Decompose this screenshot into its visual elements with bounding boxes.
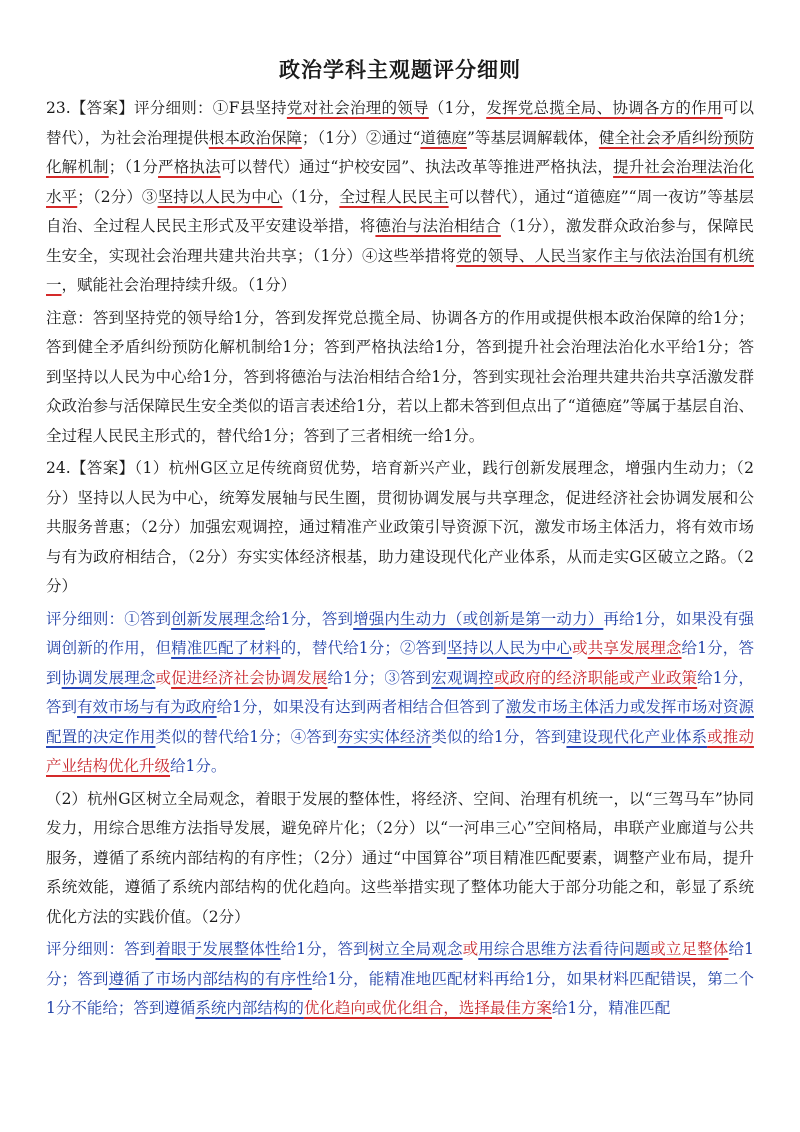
text-segment: 给1分。: [170, 757, 227, 775]
text-segment: 评分细则：①答到: [46, 609, 172, 628]
text-segment: ；（1分）②通过“: [301, 128, 421, 147]
text-segment: 优化趋向或优化组合，选择最佳方案: [303, 999, 552, 1017]
text-segment: 协调发展理念: [61, 668, 156, 687]
paragraph-p24b: [46, 785, 754, 933]
text-segment: 创新发展理念: [171, 609, 265, 628]
text-segment: 提升社会治理法治化水平: [46, 158, 754, 206]
document-body: [46, 94, 754, 1024]
text-segment: ，赋能社会治理持续升级。（1分）: [61, 276, 297, 294]
text-segment: 可以替代）通过“护校安园”、执法改革等推进严格执法，: [220, 158, 614, 176]
text-segment: 坚持以人民为中心: [446, 639, 573, 657]
text-segment: 类似的替代给1分；④答到: [155, 727, 338, 746]
paragraph-score24b: [46, 935, 754, 1024]
paragraph-score24a: [46, 605, 754, 782]
text-segment: 或政府的经济职能或产业政策: [493, 668, 698, 687]
text-segment: 着眼于发展整体性: [155, 940, 281, 958]
text-segment: 给1分；答到: [46, 940, 754, 988]
text-segment: 有效市场与有为政府: [77, 698, 217, 716]
text-segment: 健全社会矛盾纠纷预防化解机制: [46, 128, 754, 176]
text-segment: （2）杭州G区树立全局观念，着眼于发展的整体性，将经济、空间、治理有机统一，以“三驾马车”协同发力，用综合思维方法指导发展，避免碎片化；（2分）以“一河串三心”空间格局，串联产业廊道与公共服务，遵循了系统内部结构的有序性；（2分）通过“中国算谷”项目精准匹配要素，调整产业布局，提升系统效能，遵循了系统内部结构的优化趋向。这些举措实现了整体功能大于部分功能之和，彰显了系统优化方法的实践价值。（2分）: [46, 789, 754, 926]
text-segment: 再给1分，如果没有强调创新的作用，但: [46, 609, 754, 657]
text-segment: 可以替代），为社会治理提供: [46, 99, 754, 147]
text-segment: 类似的给1分，答到: [431, 727, 567, 746]
text-segment: 根本政治保障: [208, 128, 302, 147]
text-segment: ；（1分: [108, 158, 159, 176]
text-segment: 24.【答案】（1）杭州G区立足传统商贸优势，培育新兴产业，践行创新发展理念，增强内生动力；（2分）坚持以人民为中心，统筹发展轴与民生圈，贯彻协调发展与共享理念，促进经济社会协调发展和公共服务普惠；（2分）加强宏观调控，通过精准产业政策引导资源下沉，激发市场主体活力，将有效市场与有为政府相结合，（2分）夯实实体经济根基，助力建设现代化产业体系，从而走实G区破立之路。（2分）: [46, 459, 754, 595]
text-segment: 给1分，精准匹配: [551, 999, 671, 1017]
text-segment: 给1分，如果没有达到两者相结合但答到了: [216, 698, 506, 716]
text-segment: 全过程人民民主: [339, 187, 449, 206]
text-segment: 给1分，答到: [264, 609, 354, 628]
paragraph-p24: [46, 454, 754, 602]
text-segment: （1分），激发群众政治参与，保障民生安全，实现社会治理共建共治共享；（1分）④这些举措将: [46, 217, 754, 265]
text-segment: ；（2分）③: [77, 187, 158, 206]
text-segment: 可以替代），通过“道德庭”“周一夜访”等基层自治、全过程人民民主形式及平安建设举措，将: [46, 187, 754, 235]
text-segment: 注意：答到坚持党的领导给1分，答到发挥党总揽全局、协调各方的作用或提供根本政治保障的给1分；答到健全矛盾纠纷预防化解机制给1分；答到严格执法给1分，答到提升社会治理法治化水平给1分；答到坚持以人民为中心给1分，答到将德治与法治相结合给1分，答到实现社会治理共建共治共享活激发群众政治参与活保障民生安全类似的语言表述给1分，若以上都未答到但点出了“道德庭”等属于基层自治、全过程人民民主形式的，替代给1分；答到了三者相统一给1分。: [46, 308, 754, 445]
text-segment: 坚持以人民为中心: [157, 187, 283, 206]
text-segment: 系统内部结构的: [195, 999, 304, 1017]
text-segment: 严格执法: [158, 158, 221, 176]
text-segment: 给1分；③答到: [327, 668, 432, 687]
text-segment: 给1分，答到: [280, 940, 369, 958]
text-segment: ”等基层调解载体，: [466, 128, 599, 147]
text-segment: 发挥党总揽全局、协调各方的作用: [486, 99, 723, 117]
text-segment: 或: [572, 639, 588, 657]
paragraph-p23: [46, 94, 754, 301]
text-segment: 给1分，能精准地匹配材料再给1分，如果材料匹配错误，第二个1分不能给；答到遵循: [46, 969, 754, 1017]
text-segment: 或: [155, 668, 172, 687]
text-segment: 或推动产业结构优化升级: [46, 727, 754, 775]
text-segment: 给1分，答到: [46, 639, 754, 687]
text-segment: 激发市场主体活力或发挥市场对资源配置的决定作用: [46, 698, 754, 746]
text-segment: 给1分，答到: [46, 668, 754, 716]
text-segment: 建设现代化产业体系: [566, 727, 708, 746]
text-segment: 增强内生动力（或创新是第一动力）: [353, 609, 604, 628]
paragraph-note23: [46, 304, 754, 452]
text-segment: 用综合思维方法看待问题: [478, 940, 651, 958]
text-segment: 道德庭: [420, 128, 467, 147]
text-segment: （1分，: [428, 99, 487, 117]
text-segment: 的，替代给1分；②答到: [280, 639, 447, 657]
text-segment: 共享发展理念: [587, 639, 682, 657]
text-segment: 精准匹配了材料: [171, 639, 281, 657]
text-segment: 或: [462, 940, 479, 958]
text-segment: 促进经济社会协调发展: [171, 668, 328, 687]
text-segment: 德治与法治相结合: [375, 217, 501, 235]
text-segment: 党的领导、人民当家作主与依法治国有机统一: [46, 246, 754, 294]
text-segment: （1分，: [282, 187, 340, 206]
text-segment: 遵循了市场内部结构的有序性: [108, 969, 312, 988]
text-segment: 党对社会治理的领导: [286, 99, 429, 117]
text-segment: 或立足整体: [650, 940, 729, 958]
text-segment: 23.【答案】评分细则：①F县坚持: [46, 99, 287, 117]
text-segment: 宏观调控: [431, 668, 494, 687]
text-segment: 树立全局观念: [368, 940, 463, 958]
page-title: 政治学科主观题评分细则: [279, 57, 521, 82]
text-segment: 评分细则：答到: [46, 940, 156, 958]
text-segment: 夯实实体经济: [337, 727, 432, 746]
